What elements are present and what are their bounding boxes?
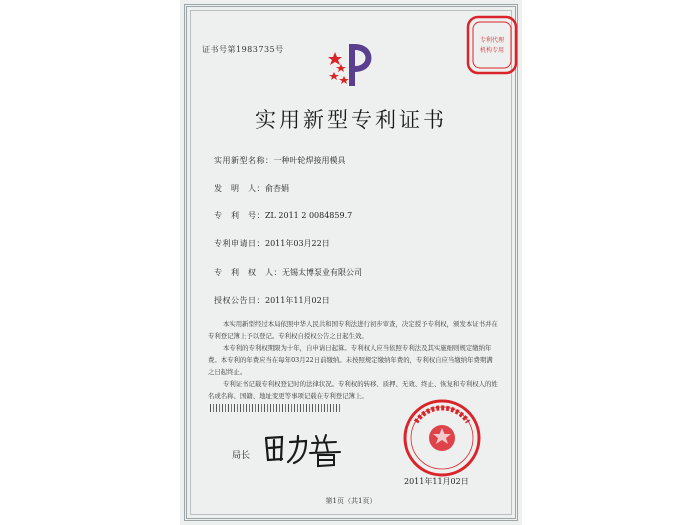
director-label: 局长 (232, 451, 251, 461)
field-label: 实用新型名称： (214, 156, 274, 165)
page-number: 第1页（共1页） (325, 497, 377, 505)
certificate-title: 实用新型专利证书 (255, 108, 447, 132)
field-grant-date (214, 295, 330, 306)
svg-text:专利代理: 专利代理 (479, 37, 505, 44)
field-value: 一种叶轮焊接用模具 (273, 156, 346, 165)
field-patent-number (214, 210, 352, 221)
field-value: 无锡太博泵业有限公司 (282, 268, 362, 277)
issue-date: 2011年11月02日 (404, 477, 469, 486)
svg-text:机构专用: 机构专用 (479, 47, 505, 54)
director-signature (260, 428, 352, 468)
field-value: 2011年11月02日 (265, 296, 330, 305)
state-ipo-seal-icon (402, 398, 482, 478)
field-patentee (214, 267, 362, 278)
certificate-number: 证书号第1983735号 (202, 45, 284, 54)
paragraph-term-and-fees: 本专利的专利权期限为十年，自申请日起算。专利权人应当依照专利法及其实施细则规定缴纳年费。本专利的年费应当在每年03月22日前缴纳。未按照规定缴纳年费的，专利权自应当缴纳年费期满之日起终止。 (208, 344, 493, 376)
field-label: 发 明 人： (214, 184, 265, 193)
patent-certificate (180, 0, 522, 525)
field-value: 2011年03月22日 (265, 239, 330, 248)
barcode-strip (210, 404, 340, 412)
field-label: 专利申请日： (214, 239, 265, 248)
field-value: ZL 2011 2 0084859.7 (265, 211, 353, 220)
paragraph-legal-status: 专利证书记载专利权登记时的法律状况。专利权的转移、质押、无效、终止、恢复和专利权人的姓名或名称、国籍、地址变更等事项记载在专利登记簿上。 (208, 380, 498, 400)
field-inventor (214, 183, 289, 194)
patent-office-logo-icon (325, 38, 381, 88)
field-label: 专 利 权 人： (214, 268, 282, 277)
agency-seal-icon (465, 14, 519, 76)
field-label: 专 利 号： (214, 211, 265, 220)
field-application-date (214, 238, 330, 249)
field-value: 俞杏娟 (265, 184, 289, 193)
field-label: 授权公告日： (214, 296, 265, 305)
field-utility-model-name (214, 155, 346, 166)
paragraph-grant-decision: 本实用新型经过本局依照中华人民共和国专利法进行初步审查，决定授予专利权，颁发本证书并在专利登记簿上予以登记。专利权自授权公告之日起生效。 (208, 320, 498, 340)
